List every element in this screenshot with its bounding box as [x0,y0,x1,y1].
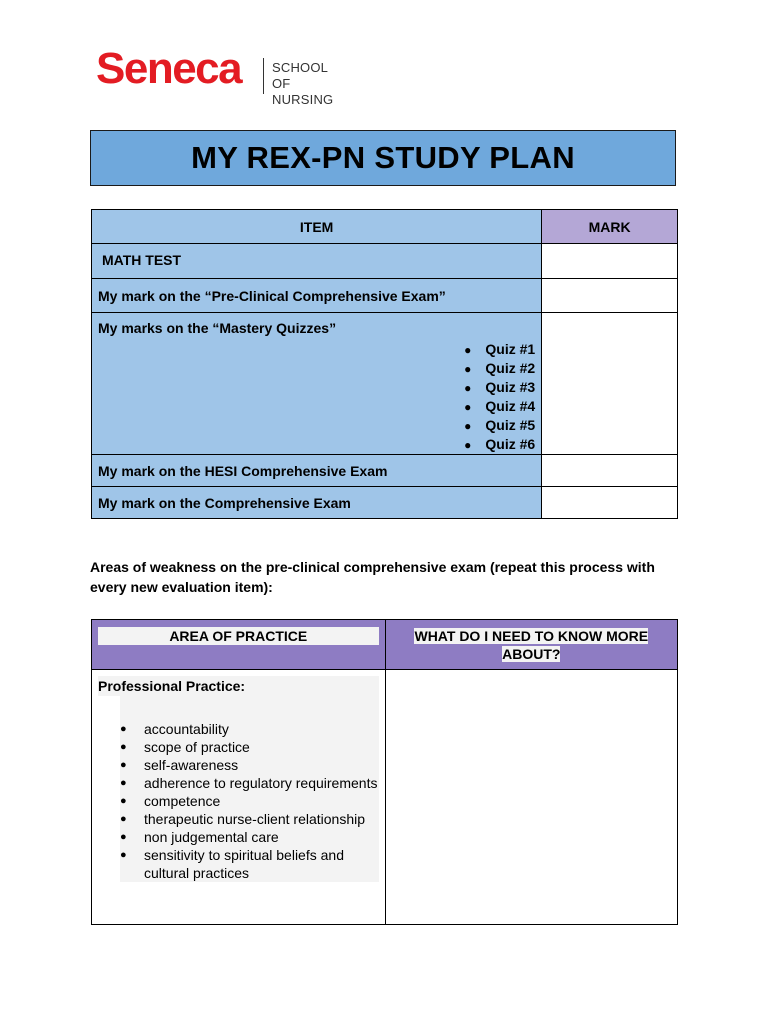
row-item-comprehensive: My mark on the Comprehensive Exam [92,487,542,519]
practice-table [91,619,678,925]
row-item-math-test: MATH TEST [92,244,542,279]
page-title: MY REX-PN STUDY PLAN [191,140,575,175]
mark-cell-comprehensive[interactable] [542,487,678,519]
bullet-icon: ● [464,362,472,376]
header-mark: MARK [542,210,678,244]
logo-sub-line2: NURSING [272,92,334,107]
list-item: ● Quiz #6 [464,436,536,452]
logo-subtitle [272,60,333,108]
list-item: ● Quiz #1 [464,341,536,357]
mark-cell-math-test[interactable] [542,244,678,279]
table-row [92,670,678,925]
list-item: ● accountability [120,721,229,737]
list-item: ● Quiz #5 [464,417,536,433]
bullet-icon: ● [464,343,472,357]
area-list-box [120,696,379,882]
logo-divider [263,58,264,94]
quiz-list [98,340,541,454]
area-cell [92,670,386,925]
row-item-pre-clinical: My mark on the “Pre-Clinical Comprehensive Exam” [92,279,542,313]
practice-items [120,720,379,882]
bullet-icon: ● [120,777,127,789]
list-item: ● therapeutic nurse-client relationship [120,811,366,827]
bullet-icon: ● [120,831,127,843]
list-item: ● Quiz #3 [464,379,536,395]
table-row [92,279,678,313]
mark-cell-hesi[interactable] [542,455,678,487]
bullet-icon: ● [120,741,127,753]
mark-cell-mastery-quizzes[interactable] [542,313,678,455]
list-item: ● sensitivity to spiritual beliefs and cultural practices [120,847,344,881]
bullet-icon: ● [120,849,127,861]
bullet-icon: ● [464,419,472,433]
list-item: ● Quiz #2 [464,360,536,376]
row-item-hesi: My mark on the HESI Comprehensive Exam [92,455,542,487]
marks-table [91,209,678,519]
mastery-quizzes-label: My marks on the “Mastery Quizzes” [98,320,337,336]
list-item: ● scope of practice [120,739,250,755]
list-item: ● non judgemental care [120,829,279,845]
table-row [92,455,678,487]
area-title: Professional Practice: [98,676,379,696]
list-item: ● self-awareness [120,757,239,773]
bullet-icon: ● [120,813,127,825]
list-item: ● competence [120,793,221,809]
know-more-cell[interactable] [385,670,677,925]
bullet-icon: ● [464,438,472,452]
weakness-intro: Areas of weakness on the pre-clinical comprehensive exam (repeat this process with every new evaluation item): [90,559,655,595]
logo-sub-line1: SCHOOL OF [272,60,328,91]
page-title-box [90,130,676,186]
bullet-icon: ● [464,400,472,414]
table-row [92,487,678,519]
header-area-of-practice: AREA OF PRACTICE [92,620,386,670]
bullet-icon: ● [120,759,127,771]
logo-wordmark: Seneca [96,44,242,93]
table-row [92,313,678,455]
bullet-icon: ● [120,795,127,807]
table-row [92,244,678,279]
bullet-icon: ● [120,723,127,735]
header-know-more: WHAT DO I NEED TO KNOW MORE ABOUT? [385,620,677,670]
bullet-icon: ● [464,381,472,395]
mark-cell-pre-clinical[interactable] [542,279,678,313]
header-item: ITEM [92,210,542,244]
list-item: ● Quiz #4 [464,398,536,414]
row-item-mastery-quizzes [92,313,542,455]
list-item: ● adherence to regulatory requirements [120,775,378,791]
